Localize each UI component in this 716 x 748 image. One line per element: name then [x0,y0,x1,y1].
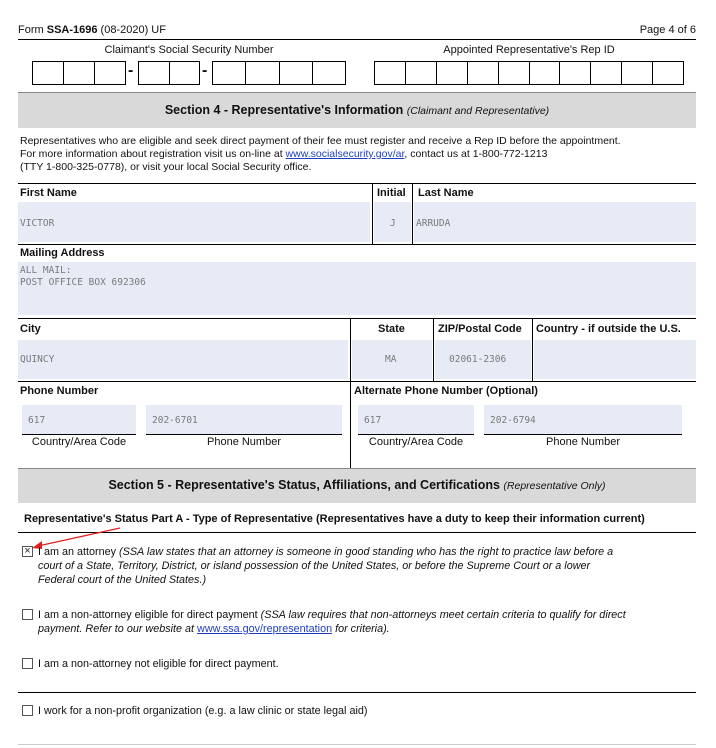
city-divider-1 [350,319,351,381]
alt-phone-underline-2 [484,434,682,435]
mailing-address-label: Mailing Address [20,247,105,259]
phone-area-caption: Country/Area Code [31,436,127,448]
initial-label: Initial [377,187,406,199]
non-attorney-not-eligible-checkbox[interactable] [22,658,33,669]
phone-number-caption: Phone Number [207,436,281,448]
phone-underline-2 [146,434,342,435]
part-a-heading: Representative's Status Part A - Type of Representative (Representatives have a duty to keep their information current) [24,513,645,525]
city-label: City [20,323,41,335]
phone-number-field[interactable]: 202-6701 [146,405,342,434]
zip-label: ZIP/Postal Code [438,323,522,335]
city-divider-3 [532,319,533,381]
alt-phone-label: Alternate Phone Number (Optional) [354,385,538,397]
non-attorney-eligible-text: I am a non-attorney eligible for direct payment (SSA law requires that non-attorneys meet certain criteria to qualify for direct [38,609,626,621]
ssn-area-field[interactable] [32,61,126,85]
name-top-rule [18,183,696,184]
bottom-rule [18,744,696,745]
first-name-label: First Name [20,187,77,199]
form-number: Form SSA-1696 (08-2020) UF [18,24,166,36]
state-field[interactable]: MA [352,340,432,379]
intro-line2: For more information about registration visit us on-line at www.socialsecurity.gov/ar, contact us at 1-800-772-1213 [20,148,548,160]
phone-underline-1 [22,434,136,435]
mailing-top-rule [18,244,696,245]
attorney-option-line3: Federal court of the United States.) [38,574,207,586]
header-rule [18,39,696,40]
city-field[interactable]: QUINCY [18,340,348,379]
phone-divider [350,382,351,468]
non-profit-checkbox[interactable] [22,705,33,716]
ssn-group-field[interactable] [138,61,200,85]
city-divider-2 [433,319,434,381]
last-name-field[interactable]: ARRUDA [414,202,696,242]
alt-number-caption: Phone Number [546,436,620,448]
representation-link[interactable]: www.ssa.gov/representation [197,623,333,635]
non-attorney-not-eligible-text: I am a non-attorney not eligible for direct payment. [38,658,279,670]
phone-label: Phone Number [20,385,99,397]
non-attorney-eligible-checkbox[interactable] [22,609,33,620]
ssn-label: Claimant's Social Security Number [104,44,274,56]
section5-top-rule [18,468,696,469]
rep-id-label: Appointed Representative's Rep ID [443,44,615,56]
name-divider-2 [412,184,413,244]
last-name-label: Last Name [418,187,474,199]
country-label: Country - if outside the U.S. [536,323,681,335]
city-top-rule [18,318,696,319]
attorney-option-line2: court of a State, Territory, District, or island possession of the United States, or before the Supreme Court or a lower [38,560,591,572]
alt-area-caption: Country/Area Code [368,436,464,448]
country-field[interactable] [534,340,696,379]
initial-field[interactable]: J [374,202,411,242]
section5-header: Section 5 - Representative's Status, Affiliations, and Certifications (Representative Only) [18,468,696,503]
phone-top-rule [18,381,696,382]
non-profit-text: I work for a non-profit organization (e.g. a law clinic or state legal aid) [38,705,368,717]
attorney-checkbox[interactable]: × [22,546,33,557]
section4-top-rule [18,92,696,93]
ssn-dash-2: - [202,62,208,79]
zip-field[interactable]: 02061-2306 [435,340,531,379]
mailing-address-field[interactable]: ALL MAIL: POST OFFICE BOX 692306 [18,262,696,315]
non-attorney-eligible-line2: payment. Refer to our website at www.ssa.gov/representation for criteria). [38,623,390,635]
alt-phone-area-field[interactable]: 617 [358,405,474,434]
page-number: Page 4 of 6 [639,24,696,36]
alt-phone-underline-1 [358,434,474,435]
section4-intro: Representatives who are eligible and seek direct payment of their fee must register and receive a Rep ID before the appointment. For more information about registration visit us on-line at www.socialsecurity.gov/ar, contact us at 1-800-772-1213 (TTY 1-800-325-0778), or visit your local Social Security office. [20,135,696,174]
phone-area-field[interactable]: 617 [22,405,136,434]
rep-id-field[interactable] [374,61,684,85]
alt-phone-number-field[interactable]: 202-6794 [484,405,682,434]
name-divider-1 [372,184,373,244]
ssn-serial-field[interactable] [212,61,346,85]
state-label: State [378,323,405,335]
attorney-option-text: I am an attorney (SSA law states that an attorney is someone in good standing who has the right to practice law before a [38,546,614,558]
section4-header: Section 4 - Representative's Information (Claimant and Representative) [18,93,696,128]
ssn-dash-1: - [128,62,134,79]
ar-link[interactable]: www.socialsecurity.gov/ar [285,148,405,160]
non-profit-rule [18,692,696,693]
first-name-field[interactable]: VICTOR [18,202,370,242]
